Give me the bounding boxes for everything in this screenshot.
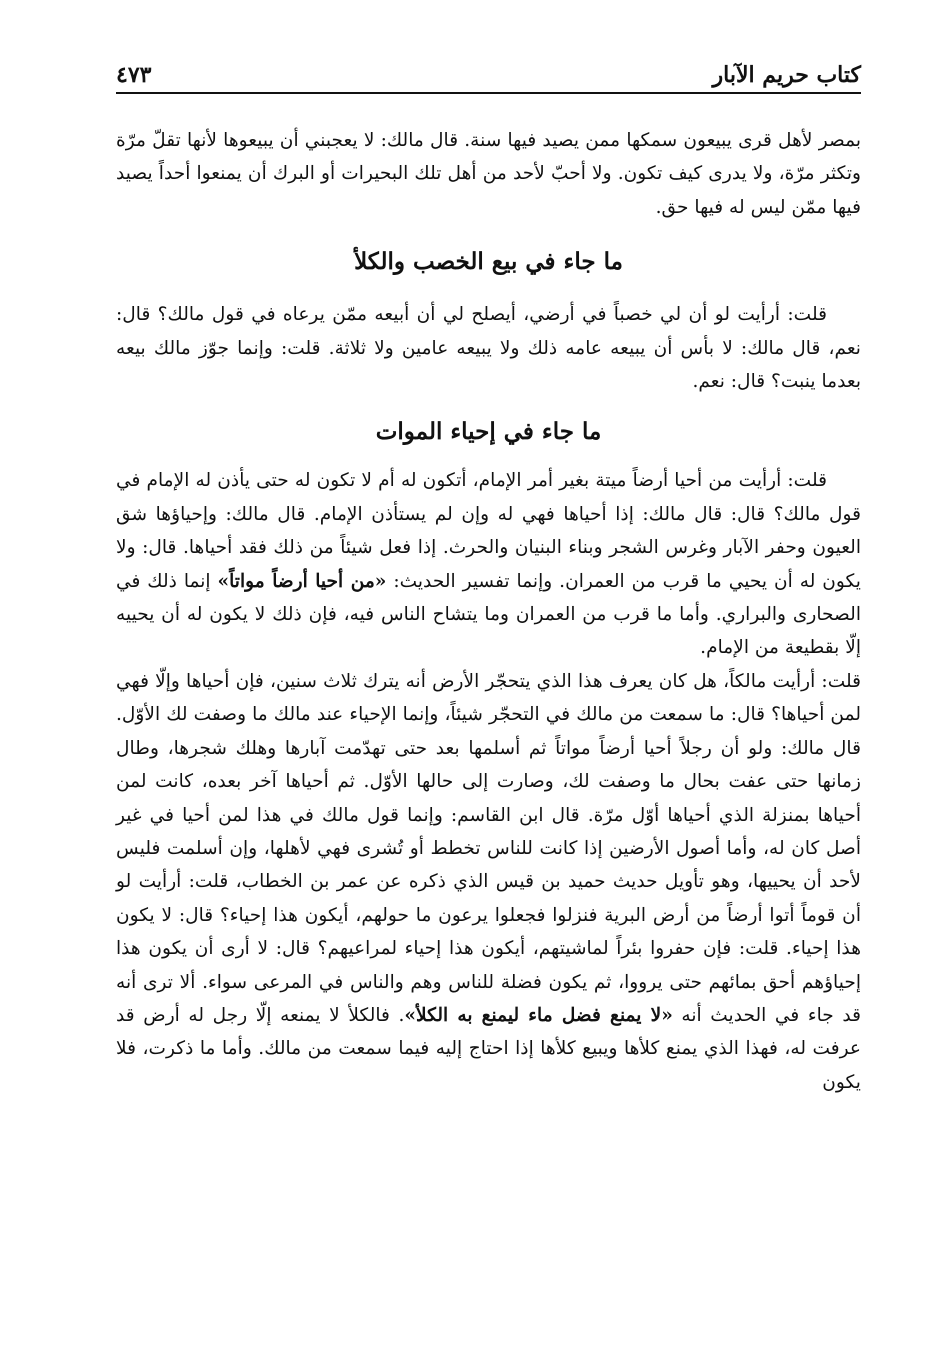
book-page <box>116 52 861 1099</box>
paragraph-text: . فالكلأ لا يمنعه إلّا رجل له أرض قد عرفت له، فهذا الذي يمنع كلأها ويبيع كلأها إذا احتاج إليه فيما سمعت من مالك. وأما ما ذكرت، فلا يكون <box>116 1004 861 1093</box>
paragraph-text: قلت: أرأيت مالكاً، هل كان يعرف هذا الذي يتحجّر الأرض أنه يترك ثلاث سنين، فإن أحياها وإلّا فهي لمن أحياها؟ قال: ما سمعت من مالك في التحجّر شيئاً، وإنما الإحياء عند مالك ما وصفت لك الأوّل. قال مالك: ولو أن رجلاً أحيا أرضاً مواتاً ثم أسلمها بعد حتى تهدّمت آبارها وهلك شجرها، وطال زمانها حتى عفت بحال ما وصفت لك، وصارت إلى حالها الأوّل. ثم أحياها آخر بعده، كانت لمن أحياها بمنزلة الذي أحياها أوّل مرّة. قال ابن القاسم: وإنما قول مالك في هذا لمن أحيا في غير أصل كان له، وأما أصول الأرضين إذا كانت للناس تخطط أو تُشرى فهي لأهلها، وإن أسلمت فليس لأحد أن يحييها، وهو تأويل حديث حميد بن قيس الذي ذكره عن عمر بن الخطاب، قلت: أرأيت لو أن قوماً أتوا أرضاً من أرض البرية فنزلوا فجعلوا يرعون ما حولهم، أيكون هذا إحياء؟ قال: لا يكون هذا إحياء. قلت: فإن حفروا بئراً لماشيتهم، أيكون هذا إحياء لمراعيهم؟ قال: لا أرى أن يكون هذا إحياؤهم أحق بمائهم حتى يرووا، ثم يكون فضلة للناس وهم والناس في المرعى سواء. ألا ترى أنه قد جاء في الحديث أنه <box>116 670 861 1026</box>
section-heading-khisb: ما جاء في بيع الخصب والكلأ <box>354 248 623 276</box>
intro-paragraph: بمصر لأهل قرى يبيعون سمكها ممن يصيد فيها سنة. قال مالك: لا يعجبني أن يبيعوها لأنها تقلّ مرّة وتكثر مرّة، ولا يدرى كيف تكون. ولا أحبّ لأحد من أهل تلك البحيرات أو البرك أن يمنعوا أحداً يصيد فيها ممّن ليس له فيها حق. <box>116 130 861 218</box>
section-paragraph-mawat-2 <box>116 665 861 1099</box>
hadith-quote: «لا يمنع فضل ماء ليمنع به الكلأ» <box>404 1004 673 1026</box>
paragraph-text: قلت: أرأيت من أحيا أرضاً ميتة بغير أمر الإمام، أتكون له أم لا تكون له حتى يأذن له الإمام في قول مالك؟ قال: قال مالك: إذا أحياها فهي له وإن لم يستأذن الإمام. قال مالك: وإحياؤها شق العيون وحفر الآبار وغرس الشجر وبناء البنيان والحرث. إذا فعل شيئاً من ذلك فقد أحياها. قال: ولا يكون له أن يحيي ما قرب من العمران. وإنما تفسير الحديث: <box>116 470 861 592</box>
running-header <box>116 52 861 94</box>
page-number: ٤٧٣ <box>116 62 152 88</box>
paragraph-text: إنما ذلك في الصحارى والبراري. وأما ما قرب من العمران وما يتشاح الناس فيه، فإن ذلك لا يكون له أن يحييه إلّا بقطيعة من الإمام. <box>116 570 861 659</box>
hadith-quote: «من أحيا أرضاً مواتاً» <box>217 570 387 592</box>
section-paragraph-mawat-1 <box>116 464 861 664</box>
section-paragraph-khisb: قلت: أرأيت لو أن لي خصباً في أرضي، أيصلح لي أن أبيعه ممّن يرعاه في قول مالك؟ قال: نعم، قال مالك: لا بأس أن يبيعه عامه ذلك ولا يبيعه عامين ولا ثلاثة. قلت: وإنما جوّز مالك بيعه بعدما ينبت؟ قال: نعم. <box>116 304 861 393</box>
book-title: كتاب حريم الآبار <box>712 62 861 88</box>
section-heading-mawat: ما جاء في إحياء الموات <box>375 418 602 446</box>
